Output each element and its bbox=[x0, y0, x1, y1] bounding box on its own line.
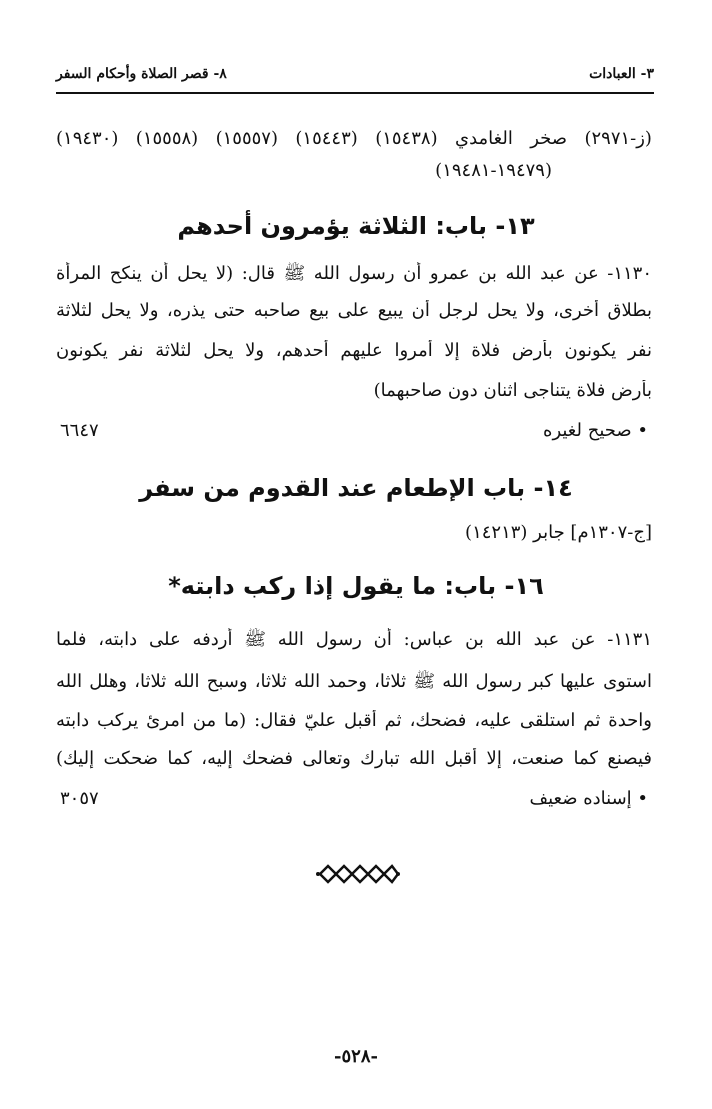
page-number: -٥٢٨- bbox=[334, 1046, 378, 1067]
hadith-1130-grade: • صحيح لغيره bbox=[543, 420, 648, 441]
header-section: ٨- قصر الصلاة وأحكام السفر bbox=[56, 66, 227, 82]
hadith-1131-line-3: واحدة ثم استلقى عليه، فضحك، ثم أقبل عليّ فقال: (ما من امرئ يركب دابته bbox=[56, 710, 652, 731]
hadith-1131-line-2: استوى عليها كبر رسول الله ﷺ ثلاثا، وحمد الله ثلاثا، وسبح الله ثلاثا، وهلل الله bbox=[56, 671, 652, 692]
section-title-13: ١٣- باب: الثلاثة يؤمرون أحدهم bbox=[177, 212, 535, 240]
hadith-1130-line-3: نفر يكونون بأرض فلاة إلا أمروا عليهم أحدهم، ولا يحل لثلاثة نفر يكونون bbox=[56, 340, 652, 361]
section-title-14: ١٤- باب الإطعام عند القدوم من سفر bbox=[139, 474, 573, 502]
hadith-1131-line-4: فيصنع كما صنعت، إلا أقبل الله تبارك وتعالى فضحك إليه، كما ضحكت إليك) bbox=[56, 748, 652, 769]
header-chapter: ٣- العبادات bbox=[589, 66, 654, 82]
hadith-1131-line-1: ١١٣١- عن عبد الله بن عباس: أن رسول الله ﷺ أردفه على دابته، فلما bbox=[56, 629, 652, 650]
hadith-1130-line-4: بأرض فلاة يتناجى اثنان دون صاحبهما) bbox=[373, 380, 652, 401]
hadith-1131-grade: • إسناده ضعيف bbox=[529, 788, 648, 809]
reference-line-2: (١٩٤٧٩-١٩٤٨١) bbox=[435, 160, 552, 181]
hadith-1131-number: ٣٠٥٧ bbox=[60, 788, 99, 809]
section-title-16: ١٦- باب: ما يقول إذا ركب دابته* bbox=[168, 572, 544, 600]
hadith-1130-line-2: بطلاق أخرى، ولا يحل لرجل أن يبيع على بيع صاحبه حتى يذره، ولا يحل لثلاثة bbox=[56, 300, 652, 321]
running-header bbox=[56, 62, 654, 94]
reference-line-1: (ز-٢٩٧١) صخر الغامدي (١٥٤٣٨) (١٥٤٤٣) (١٥٥٥٧) (١٥٥٥٨) (١٩٤٣٠) bbox=[56, 128, 652, 149]
section-14-reference: [ج-١٣٠٧م] جابر (١٤٢١٣) bbox=[465, 522, 652, 543]
hadith-1130-line-1: ١١٣٠- عن عبد الله بن عمرو أن رسول الله ﷺ قال: (لا يحل أن ينكح المرأة bbox=[56, 263, 652, 284]
diamond-chain-ornament-icon bbox=[316, 862, 400, 886]
hadith-1130-number: ٦٦٤٧ bbox=[60, 420, 99, 441]
